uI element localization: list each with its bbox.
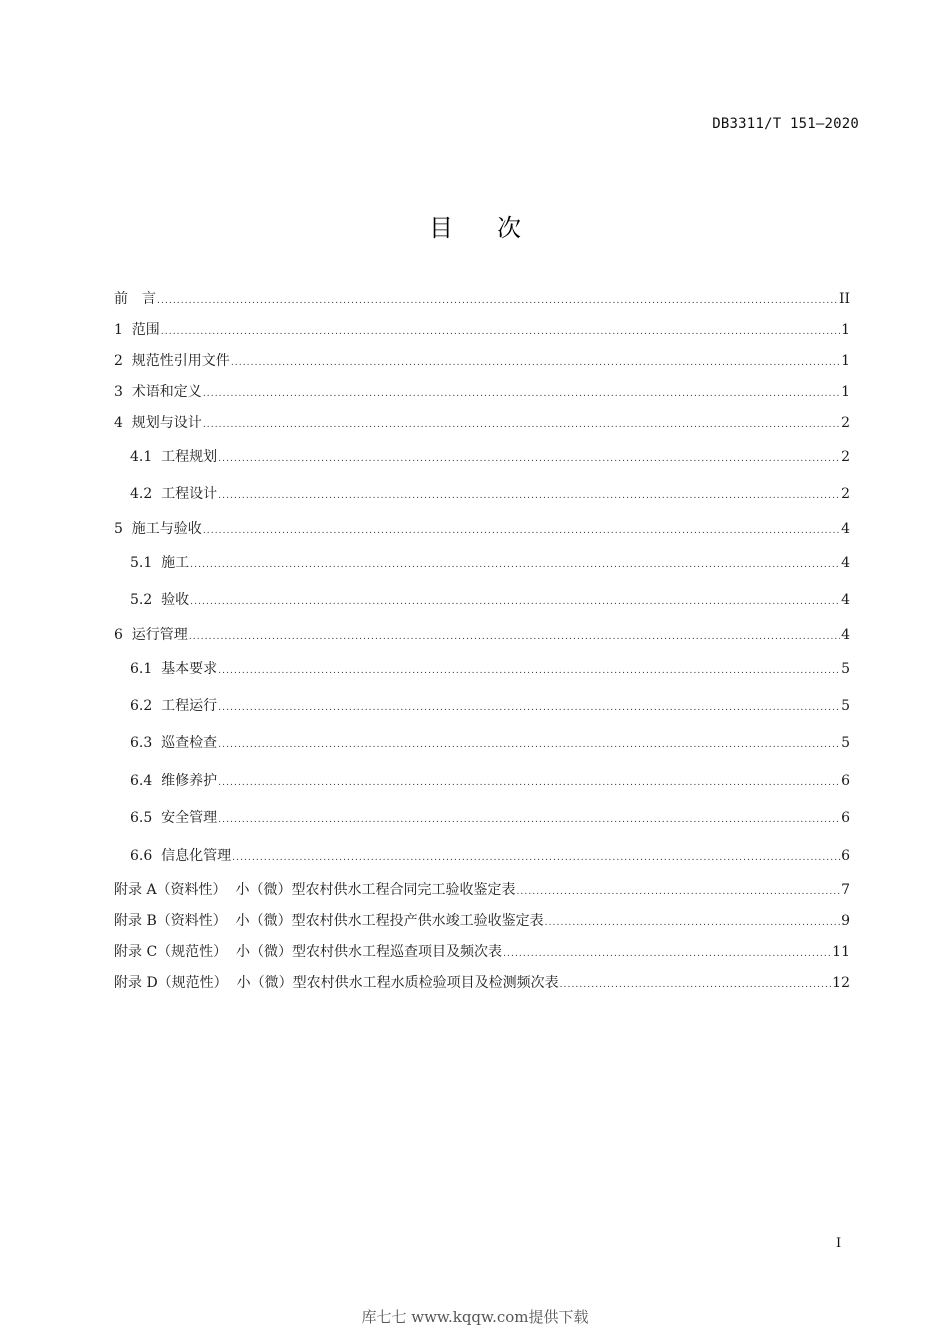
toc-entry-page: 6 (841, 847, 850, 864)
page-title: 目次 (429, 214, 565, 242)
toc-entry-label: 2 规范性引用文件 (114, 353, 230, 369)
toc-entry-page: 2 (841, 415, 850, 431)
toc-leader-dots (232, 840, 840, 877)
document-code: DB3311/T 151—2020 (712, 116, 859, 132)
toc-entry-page: 4 (841, 626, 850, 643)
toc-entry-label: 5 施工与验收 (114, 520, 202, 537)
page-number: I (836, 1236, 842, 1251)
toc-entry[interactable] (114, 838, 850, 875)
toc-entry-label: 附录 A（资料性） 小（微）型农村供水工程合同完工验收鉴定表 (114, 881, 516, 898)
toc-entry-page: 7 (841, 881, 850, 898)
toc-entry[interactable] (114, 408, 850, 439)
toc-entry[interactable] (114, 688, 850, 725)
toc-entry-page: 1 (841, 322, 850, 338)
toc-entry-label: 6 运行管理 (114, 626, 188, 643)
toc-entry[interactable] (114, 763, 850, 800)
toc-leader-dots (545, 908, 840, 939)
toc-entry-label: 附录 D（规范性） 小（微）型农村供水工程水质检验项目及检测频次表 (114, 975, 559, 992)
toc-entry-label: 6.5 安全管理 (130, 810, 218, 827)
toc-entry-label: 前 言 (114, 291, 156, 307)
toc-entry-label: 4.1 工程规划 (130, 449, 218, 465)
toc-entry[interactable] (114, 476, 850, 513)
toc-entry-label: 附录 C（规范性） 小（微）型农村供水工程巡查项目及频次表 (114, 944, 503, 961)
toc-entry-page: 4 (841, 592, 850, 609)
toc-entry[interactable] (114, 582, 850, 619)
toc-entry[interactable] (114, 968, 850, 999)
toc-entry-page: 1 (841, 384, 850, 400)
toc-leader-dots (190, 584, 840, 621)
toc-entry[interactable] (114, 725, 850, 762)
toc-leader-dots (516, 877, 840, 908)
toc-entry[interactable] (114, 346, 850, 377)
toc-leader-dots (218, 727, 840, 764)
toc-leader-dots (190, 547, 840, 584)
toc-leader-dots (218, 478, 840, 515)
toc-entry-page: 2 (841, 486, 850, 503)
toc-entry-label: 3 术语和定义 (114, 384, 202, 400)
toc-entry-label: 1 范围 (114, 322, 160, 338)
toc-entry[interactable] (114, 800, 850, 837)
toc-leader-dots (218, 765, 840, 802)
toc-leader-dots (218, 653, 840, 690)
toc-leader-dots (560, 970, 832, 1001)
toc-entry-label: 6.6 信息化管理 (130, 847, 232, 864)
watermark-text: 库七七 www.kqqw.com提供下载 (361, 1308, 589, 1326)
toc-entry[interactable] (114, 315, 850, 346)
toc-entry-label: 附录 B（资料性） 小（微）型农村供水工程投产供水竣工验收鉴定表 (114, 913, 544, 930)
toc-leader-dots (203, 516, 840, 547)
toc-entry[interactable] (114, 439, 850, 476)
toc-leader-dots (189, 622, 840, 653)
toc-entry-page: 5 (841, 697, 850, 714)
table-of-contents (114, 284, 850, 1000)
toc-leader-dots (503, 939, 831, 970)
toc-entry-page: 6 (841, 810, 850, 827)
toc-entry[interactable] (114, 377, 850, 408)
toc-entry-label: 4 规划与设计 (114, 415, 202, 431)
toc-entry-label: 6.3 巡查检查 (130, 735, 218, 752)
toc-entry-label: 4.2 工程设计 (130, 486, 218, 503)
toc-entry-page: 12 (832, 975, 850, 992)
toc-entry[interactable] (114, 937, 850, 968)
toc-entry-page: 5 (841, 660, 850, 677)
toc-leader-dots (218, 690, 840, 727)
toc-leader-dots (157, 286, 838, 317)
toc-entry-label: 5.1 施工 (130, 554, 190, 571)
toc-entry[interactable] (114, 545, 850, 582)
toc-entry-page: 1 (841, 353, 850, 369)
toc-entry-page: 4 (841, 520, 850, 537)
toc-entry-page: 11 (832, 944, 850, 961)
toc-leader-dots (218, 441, 840, 478)
toc-entry-page: II (838, 291, 850, 307)
toc-entry-page: 9 (841, 913, 850, 930)
toc-entry-label: 6.4 维修养护 (130, 772, 218, 789)
toc-entry[interactable] (114, 651, 850, 688)
toc-leader-dots (231, 348, 840, 379)
toc-entry-page: 5 (841, 735, 850, 752)
toc-entry[interactable] (114, 514, 850, 545)
toc-leader-dots (203, 410, 840, 441)
toc-entry-page: 2 (841, 449, 850, 465)
toc-leader-dots (203, 379, 840, 410)
toc-entry-label: 6.2 工程运行 (130, 697, 218, 714)
toc-entry[interactable] (114, 620, 850, 651)
toc-entry-label: 6.1 基本要求 (130, 660, 218, 677)
toc-leader-dots (161, 317, 840, 348)
toc-entry[interactable] (114, 875, 850, 906)
toc-entry[interactable] (114, 906, 850, 937)
toc-entry[interactable] (114, 284, 850, 315)
toc-entry-page: 4 (841, 554, 850, 571)
toc-entry-label: 5.2 验收 (130, 592, 190, 609)
toc-entry-page: 6 (841, 772, 850, 789)
toc-leader-dots (218, 802, 840, 839)
